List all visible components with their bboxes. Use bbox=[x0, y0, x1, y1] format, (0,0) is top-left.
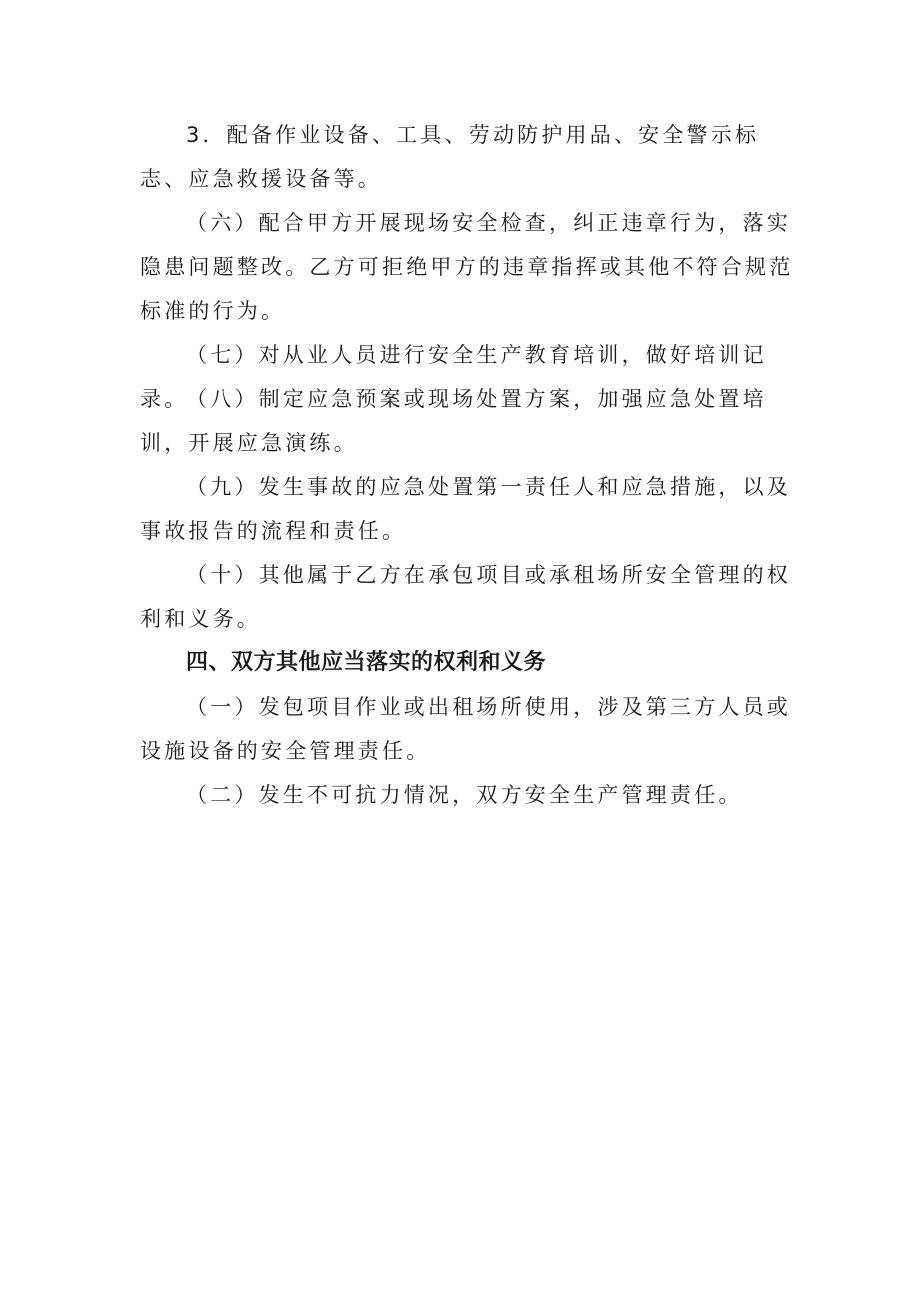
paragraph-item-6: （六）配合甲方开展现场安全检查，纠正违章行为，落实隐患问题整改。乙方可拒绝甲方的违章指挥或其他不符合规范标准的行为。 bbox=[140, 211, 794, 323]
paragraph-item-10: （十）其他属于乙方在承包项目或承租场所安全管理的权利和义务。 bbox=[140, 563, 791, 631]
section-paragraph-2: （二）发生不可抗力情况，双方安全生产管理责任。 bbox=[186, 783, 743, 807]
section-paragraph-1: （一）发包项目作业或出租场所使用，涉及第三方人员或设施设备的安全管理责任。 bbox=[140, 695, 791, 763]
paragraph-item-7: （七）对从业人员进行安全生产教育培训，做好培训记录。 bbox=[140, 343, 767, 411]
section-heading: 四、双方其他应当落实的权利和义务 bbox=[186, 650, 547, 675]
paragraph-item-9: （九）发生事故的应急处置第一责任人和应急措施，以及事故报告的流程和责任。 bbox=[140, 475, 791, 543]
paragraph-item-3: 3．配备作业设备、工具、劳动防护用品、安全警示标志、应急救援设备等。 bbox=[140, 123, 760, 191]
paragraph-item-8: （八）制定应急预案或现场处置方案，加强应急处置培训，开展应急演练。 bbox=[140, 387, 767, 455]
